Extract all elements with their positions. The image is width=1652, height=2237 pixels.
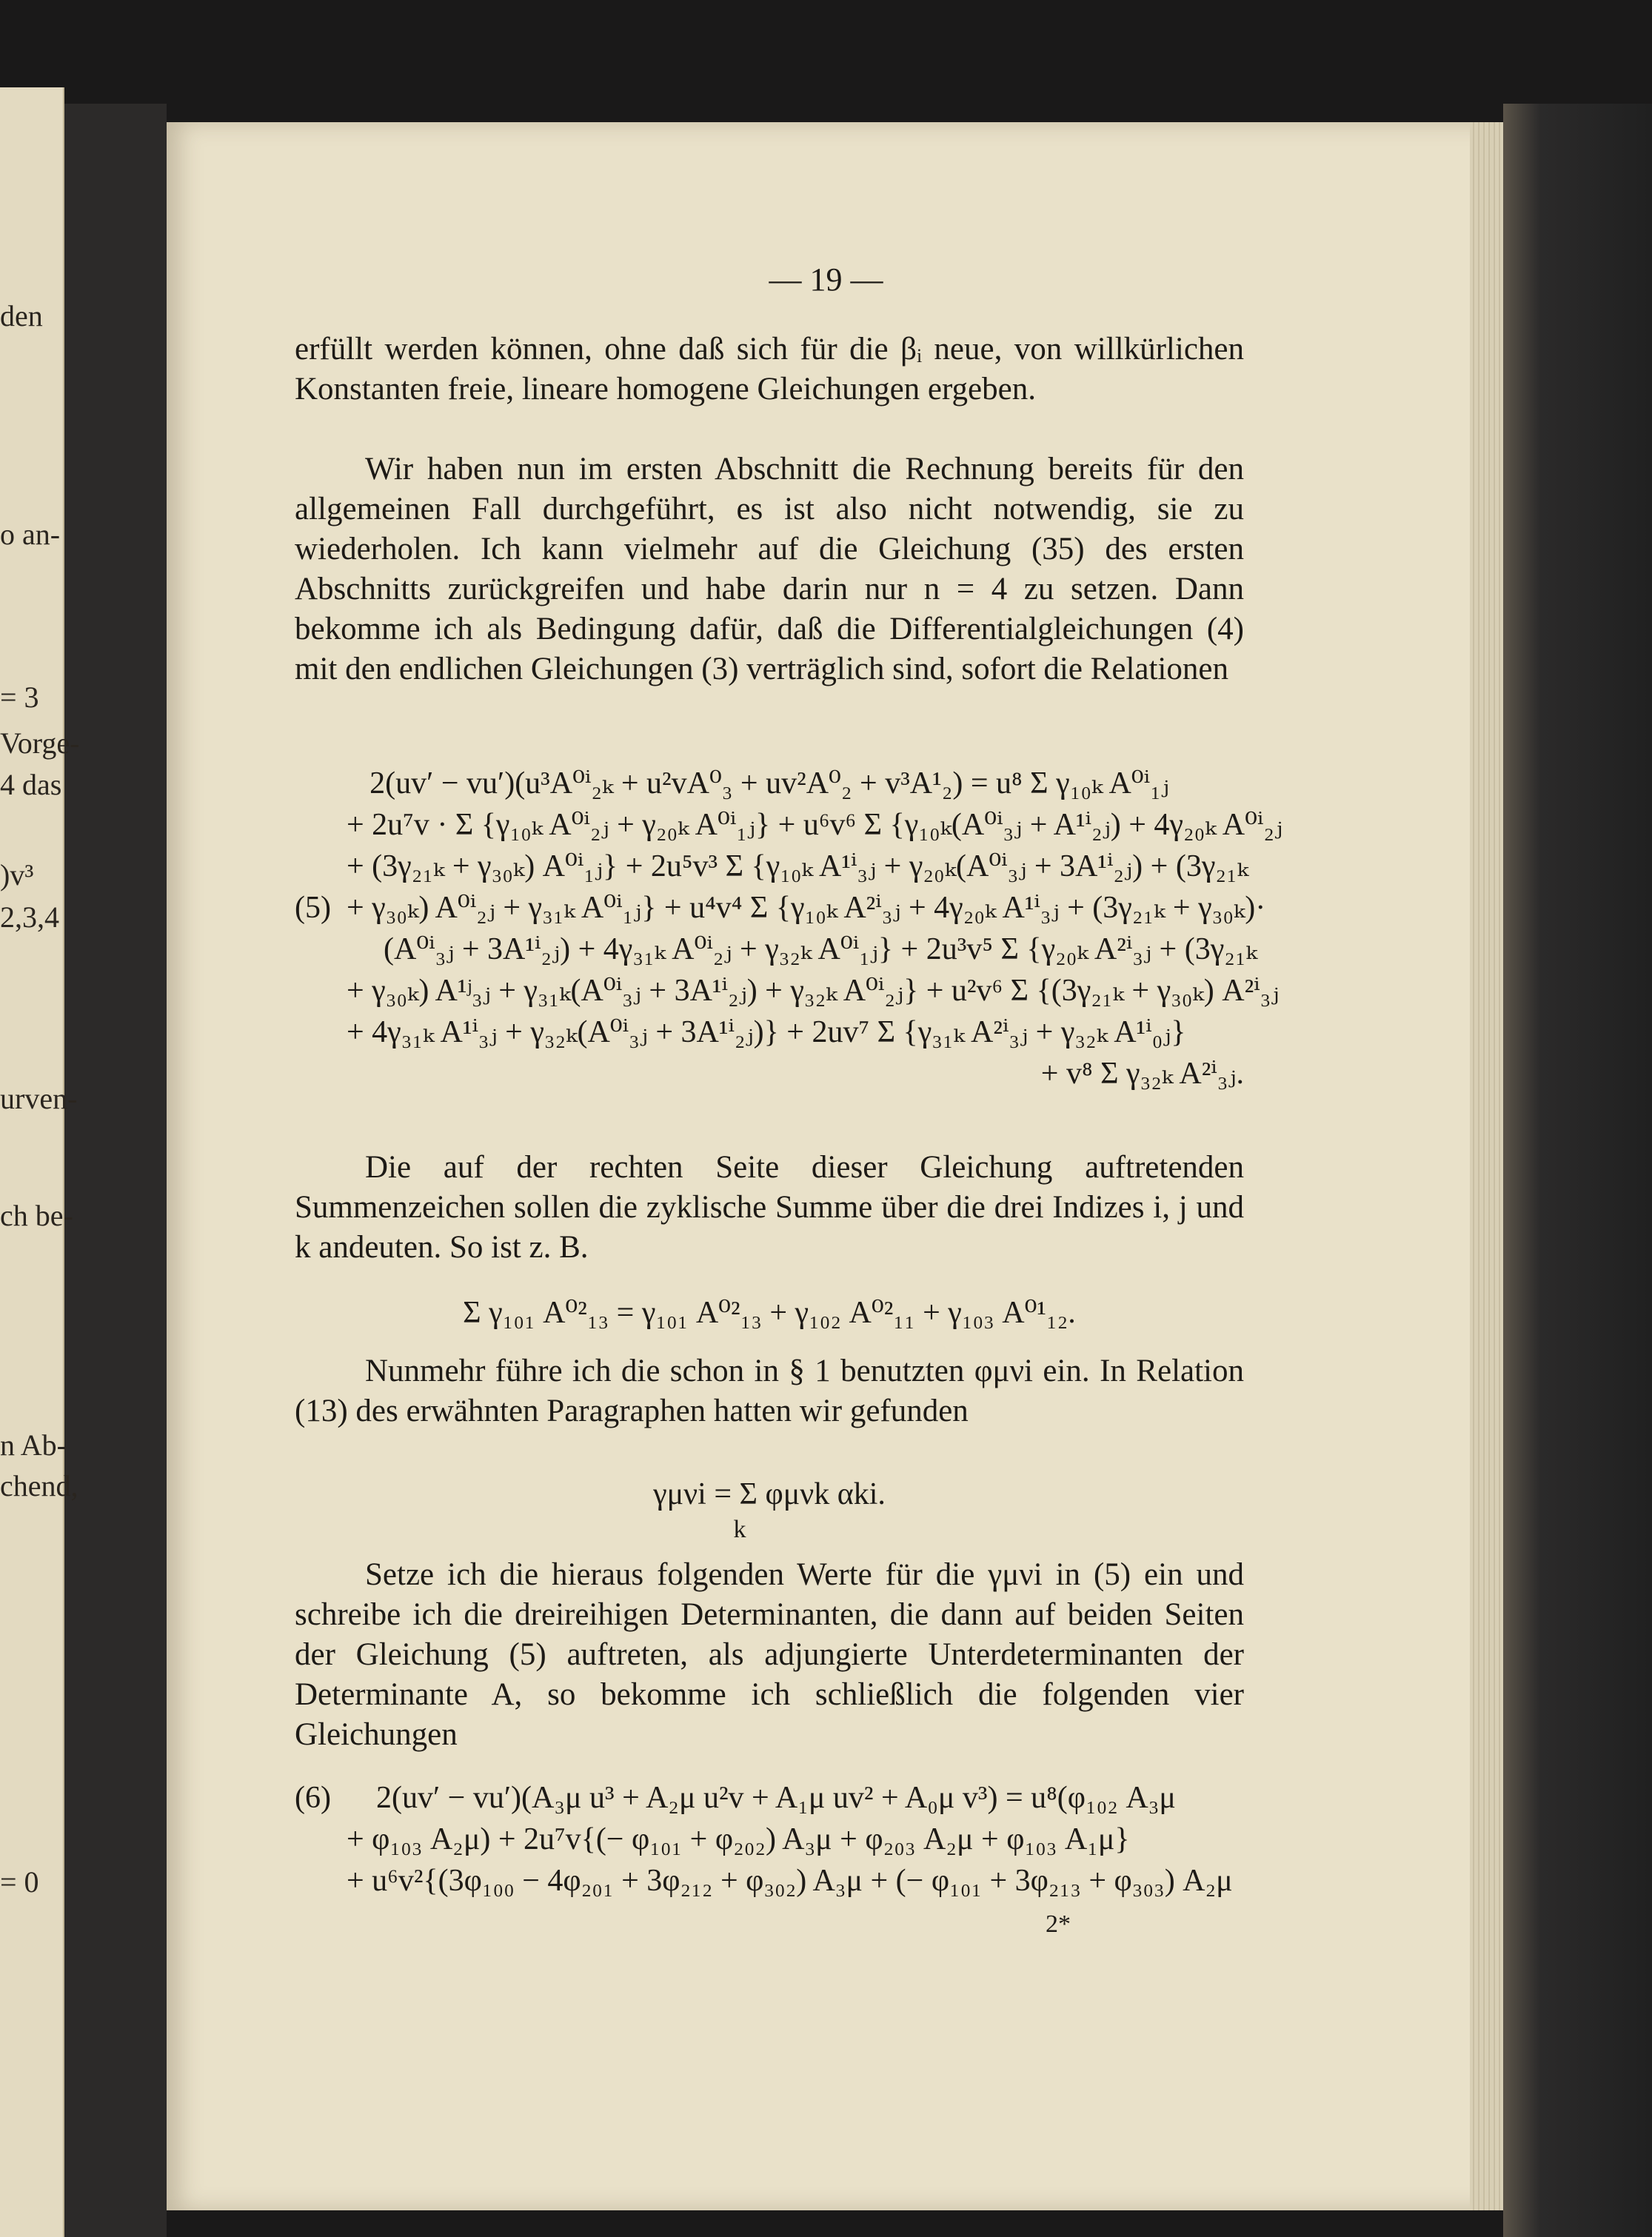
equation-line: + 2u⁷v · Σ {γ₁₀ₖ A⁰ⁱ₂ⱼ + γ₂₀ₖ A⁰ⁱ₁ⱼ} + u⁶v⁶ Σ {γ₁₀ₖ(A⁰ⁱ₃ⱼ + A¹ⁱ₂ⱼ) + 4γ₂₀ₖ A⁰ⁱ₂ⱼ	[347, 808, 1283, 842]
equation-line: 2(uv′ − vu′)(u³A⁰ⁱ₂ₖ + u²vA⁰₃ + uv²A⁰₂ + v³A¹₂) = u⁸ Σ γ₁₀ₖ A⁰ⁱ₁ⱼ	[369, 766, 1169, 800]
left-page-fragment: 2,3,4	[0, 900, 59, 934]
paragraph-text: Setze ich die hieraus folgenden Werte für die γμνi in (5) ein und schreibe ich die dreireihigen Determinanten, die dann auf beiden Seiten der Gleichung (5) auftreten, als adjungierte Unterdeterminanten der Determinante A, so bekomme ich schließlich die folgenden vier Gleichungen	[295, 1557, 1244, 1752]
paragraph-3	[295, 1148, 1244, 1268]
paragraph-4	[295, 1351, 1244, 1431]
left-page-fragment: Vorge-	[0, 726, 80, 760]
paragraph-text: Nunmehr führe ich die schon in § 1 benutzten φμνi ein. In Relation (13) des erwähnten Paragraphen hatten wir gefunden	[295, 1354, 1244, 1428]
book-gutter	[63, 104, 167, 2237]
paragraph-1	[295, 330, 1244, 409]
book-cover-edge	[1503, 104, 1652, 2237]
equation-line: + 4γ₃₁ₖ A¹ⁱ₃ⱼ + γ₃₂ₖ(A⁰ⁱ₃ⱼ + 3A¹ⁱ₂ⱼ)} + 2uv⁷ Σ {γ₃₁ₖ A²ⁱ₃ⱼ + γ₃₂ₖ A¹ⁱ₀ⱼ}	[347, 1015, 1186, 1049]
left-page-fragment: = 3	[0, 681, 39, 714]
equation-number: (6)	[295, 1781, 331, 1815]
equation-line: + u⁶v²{(3φ₁₀₀ − 4φ₂₀₁ + 3φ₂₁₂ + φ₃₀₂) A₃μ + (− φ₁₀₁ + 3φ₂₁₃ + φ₃₀₃) A₂μ	[347, 1864, 1233, 1898]
equation-line: Σ γ₁₀₁ A⁰²₁₃ = γ₁₀₁ A⁰²₁₃ + γ₁₀₂ A⁰²₁₁ + γ₁₀₃ A⁰¹₁₂.	[463, 1296, 1076, 1330]
left-page-fragment: chend,	[0, 1469, 78, 1502]
summation-index: k	[733, 1516, 746, 1543]
equation-line: 2(uv′ − vu′)(A₃μ u³ + A₂μ u²v + A₁μ uv² + A₀μ v³) = u⁸(φ₁₀₂ A₃μ	[376, 1781, 1176, 1815]
equation-6	[295, 1777, 1244, 1902]
left-page-fragment: 4 das	[0, 768, 62, 801]
signature-mark: 2*	[1046, 1910, 1071, 1938]
equation-cyclic-sum	[295, 1292, 1244, 1334]
paragraph-text: Wir haben nun im ersten Abschnitt die Rechnung bereits für den allgemeinen Fall durchgeführt, es ist also nicht notwendig, sie zu wiederholen. Ich kann vielmehr auf die Gleichung (35) des ersten Abschnitts zurückgreifen und habe darin nur n = 4 zu setzen. Dann bekomme ich als Bedingung dafür, daß die Differentialgleichungen (4) mit den endlichen Gleichungen (3) verträglich sind, sofort die Relationen	[295, 452, 1244, 686]
paragraph-text: Die auf der rechten Seite dieser Gleichung auftretenden Summenzeichen sollen die zyklische Summe über die drei Indizes i, j und k andeuten. So ist z. B.	[295, 1150, 1244, 1265]
left-page-fragment: ch be-	[0, 1199, 73, 1232]
equation-line: + (3γ₂₁ₖ + γ₃₀ₖ) A⁰ⁱ₁ⱼ} + 2u⁵v³ Σ {γ₁₀ₖ A¹ⁱ₃ⱼ + γ₂₀ₖ(A⁰ⁱ₃ⱼ + 3A¹ⁱ₂ⱼ) + (3γ₂₁ₖ	[347, 849, 1248, 883]
equation-gamma	[295, 1474, 1244, 1545]
page-number: — 19 —	[769, 261, 883, 298]
equation-5	[295, 763, 1283, 1094]
equation-line: + γ₃₀ₖ) A⁰ⁱ₂ⱼ + γ₃₁ₖ A⁰ⁱ₁ⱼ} + u⁴v⁴ Σ {γ₁₀ₖ A²ⁱ₃ⱼ + 4γ₂₀ₖ A¹ⁱ₃ⱼ + (3γ₂₁ₖ + γ₃₀ₖ)·	[347, 891, 1266, 925]
left-page-fragment: den	[0, 299, 43, 332]
equation-line: + γ₃₀ₖ) A¹ʲ₃ⱼ + γ₃₁ₖ(A⁰ⁱ₃ⱼ + 3A¹ⁱ₂ⱼ) + γ₃₂ₖ A⁰ⁱ₂ⱼ} + u²v⁶ Σ {(3γ₂₁ₖ + γ₃₀ₖ) A²ⁱ₃ⱼ	[347, 974, 1280, 1008]
left-page-fragment: )v³	[0, 858, 34, 892]
equation-line: + φ₁₀₃ A₂μ) + 2u⁷v{(− φ₁₀₁ + φ₂₀₂) A₃μ + φ₂₀₃ A₂μ + φ₁₀₃ A₁μ}	[347, 1822, 1130, 1856]
equation-number: (5)	[295, 891, 331, 925]
paragraph-text: erfüllt werden können, ohne daß sich für die βᵢ neue, von willkürlichen Konstanten freie, lineare homogene Gleichungen ergeben.	[295, 332, 1244, 407]
left-facing-page	[0, 87, 80, 2237]
left-page-fragment: = 0	[0, 1865, 39, 1899]
equation-line: (A⁰ⁱ₃ⱼ + 3A¹ⁱ₂ⱼ) + 4γ₃₁ₖ A⁰ⁱ₂ⱼ + γ₃₂ₖ A⁰ⁱ₁ⱼ} + 2u³v⁵ Σ {γ₂₀ₖ A²ⁱ₃ⱼ + (3γ₂₁ₖ	[384, 932, 1257, 966]
left-page-fragment: o an-	[0, 518, 61, 551]
equation-line: γμνi = Σ φμνk αki.	[653, 1477, 886, 1511]
left-page-fragment: n Ab-	[0, 1428, 67, 1462]
equation-line: + v⁸ Σ γ₃₂ₖ A²ⁱ₃ⱼ.	[1040, 1057, 1244, 1091]
paragraph-5	[295, 1555, 1244, 1755]
left-page-fragment: urven-	[0, 1082, 78, 1115]
page-edges	[1470, 122, 1503, 2210]
paragraph-2	[295, 449, 1244, 689]
